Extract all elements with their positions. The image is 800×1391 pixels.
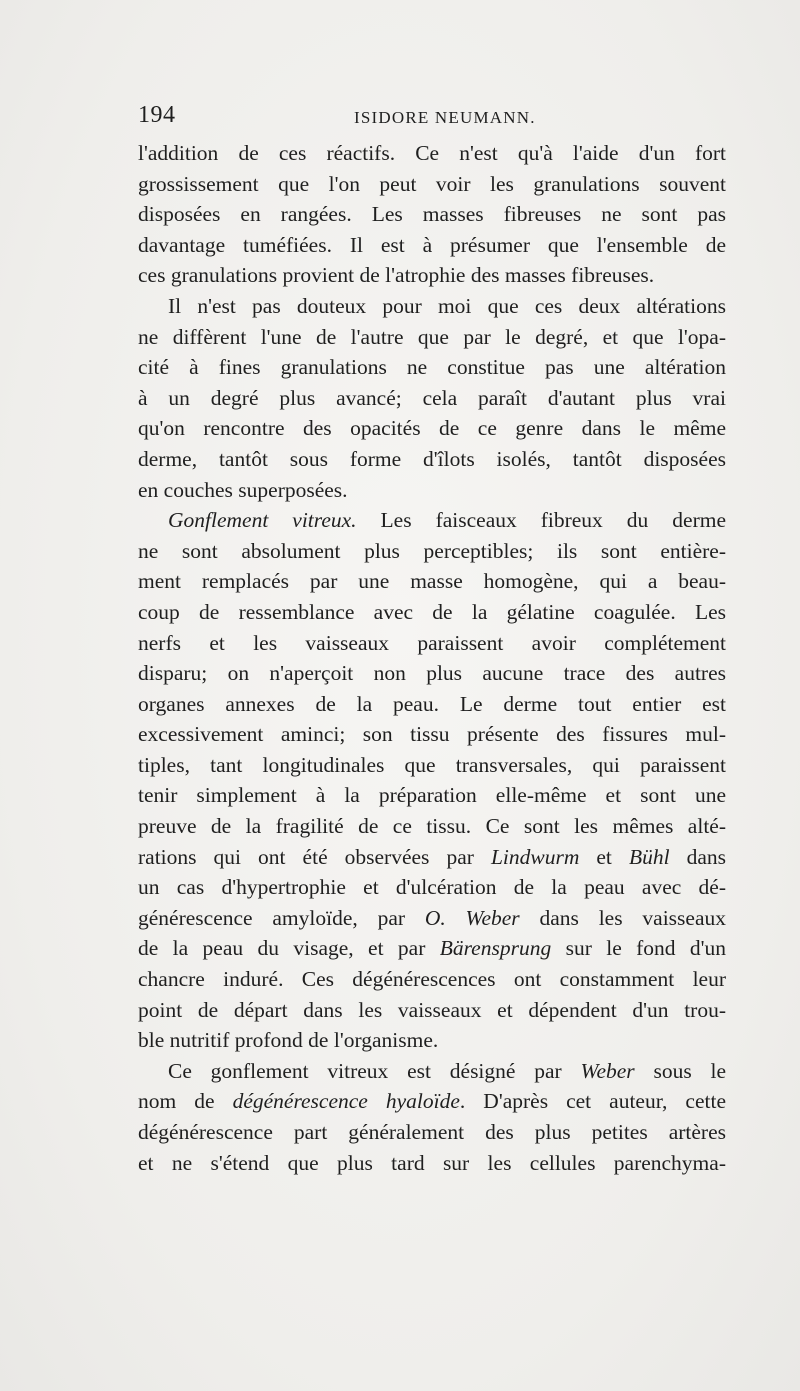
text-line: point de départ dans les vaisseaux et dépendent d'un trou- <box>138 997 726 1022</box>
text-line: et ne s'étend que plus tard sur les cellules parenchyma- <box>138 1150 726 1175</box>
text-line: davantage tuméfiées. Il est à présumer que l'ensemble de <box>138 232 726 257</box>
body-text <box>138 138 726 1178</box>
text-span: dans les vaisseaux <box>519 905 726 930</box>
text-line: un cas d'hypertrophie et d'ulcération de la peau avec dé- <box>138 875 726 900</box>
text-line: ne diffèrent l'une de l'autre que par le degré, et que l'opa- <box>138 324 726 349</box>
text-line: derme, tantôt sous forme d'îlots isolés, tantôt disposées <box>138 446 726 471</box>
running-head: ISIDORE NEUMANN. <box>354 108 536 127</box>
text-span: . D'après cet auteur, cette <box>459 1089 726 1114</box>
text-line: qu'on rencontre des opacités de ce genre dans le même <box>138 416 726 441</box>
text-line <box>138 903 726 934</box>
text-line: ment remplacés par une masse homogène, qui a beau- <box>138 569 726 594</box>
page-header <box>138 102 728 136</box>
text-line: ces granulations provient de l'atrophie des masses fibreuses. <box>138 263 655 288</box>
text-span: générescence amyloïde, par <box>138 905 425 930</box>
text-line: preuve de la fragilité de ce tissu. Ce sont les mêmes alté- <box>138 814 726 839</box>
text-line: disparu; on n'aperçoit non plus aucune trace des autres <box>138 661 726 686</box>
text-line: cité à fines granulations ne constitue pas une altération <box>138 355 726 380</box>
text-line: disposées en rangées. Les masses fibreuses ne sont pas <box>138 202 726 227</box>
term-italic: dégénérescence hyaloïde <box>232 1089 460 1114</box>
text-line: ble nutritif profond de l'organisme. <box>138 1028 439 1053</box>
text-line: nerfs et les vaisseaux paraissent avoir complétement <box>138 630 726 655</box>
text-line: grossissement que l'on peut voir les granulations souvent <box>138 171 726 196</box>
text-line: à un degré plus avancé; cela paraît d'autant plus vrai <box>138 385 726 410</box>
text-span: rations qui ont été observées par <box>138 844 491 869</box>
text-span: sous le <box>634 1058 726 1083</box>
text-line: organes annexes de la peau. Le derme tout entier est <box>138 691 726 716</box>
author-name: O. Weber <box>424 905 520 930</box>
text-span: dans <box>669 844 726 869</box>
text-line <box>138 1086 726 1117</box>
text-span: Les faisceaux fibreux du derme <box>356 508 726 533</box>
text-line: dégénérescence part généralement des plus petites artères <box>138 1120 726 1144</box>
text-line: chancre induré. Ces dégénérescences ont constamment leur <box>138 967 726 992</box>
paragraph-start-line <box>138 505 726 536</box>
page-number: 194 <box>138 102 176 128</box>
section-heading-italic: Gonflement vitreux. <box>168 508 357 533</box>
text-span: Ce gonflement vitreux est désigné par <box>168 1058 581 1083</box>
text-span: nom de <box>138 1089 233 1114</box>
text-span: de la peau du visage, et par <box>138 936 440 961</box>
text-span: sur le fond d'un <box>551 936 726 961</box>
author-name: Bärensprung <box>439 936 552 961</box>
paragraph-start-line: Il n'est pas douteux pour moi que ces deux altérations <box>168 293 726 318</box>
text-line <box>138 933 726 964</box>
text-line: tiples, tant longitudinales que transversales, qui paraissent <box>138 752 726 777</box>
text-span: et <box>579 844 629 869</box>
text-line: l'addition de ces réactifs. Ce n'est qu'à l'aide d'un fort <box>138 141 726 165</box>
text-line: coup de ressemblance avec de la gélatine coagulée. Les <box>138 599 726 624</box>
text-line: ne sont absolument plus perceptibles; ils sont entière- <box>138 538 726 563</box>
text-line: excessivement aminci; son tissu présente des fissures mul- <box>138 722 726 747</box>
text-line <box>138 842 726 873</box>
author-name: Lindwurm <box>490 844 580 869</box>
paragraph-start-line <box>138 1056 726 1087</box>
author-name: Weber <box>580 1058 635 1083</box>
text-line: en couches superposées. <box>138 477 348 502</box>
text-line: tenir simplement à la préparation elle-même et sont une <box>138 783 726 808</box>
author-name: Bühl <box>628 844 670 869</box>
